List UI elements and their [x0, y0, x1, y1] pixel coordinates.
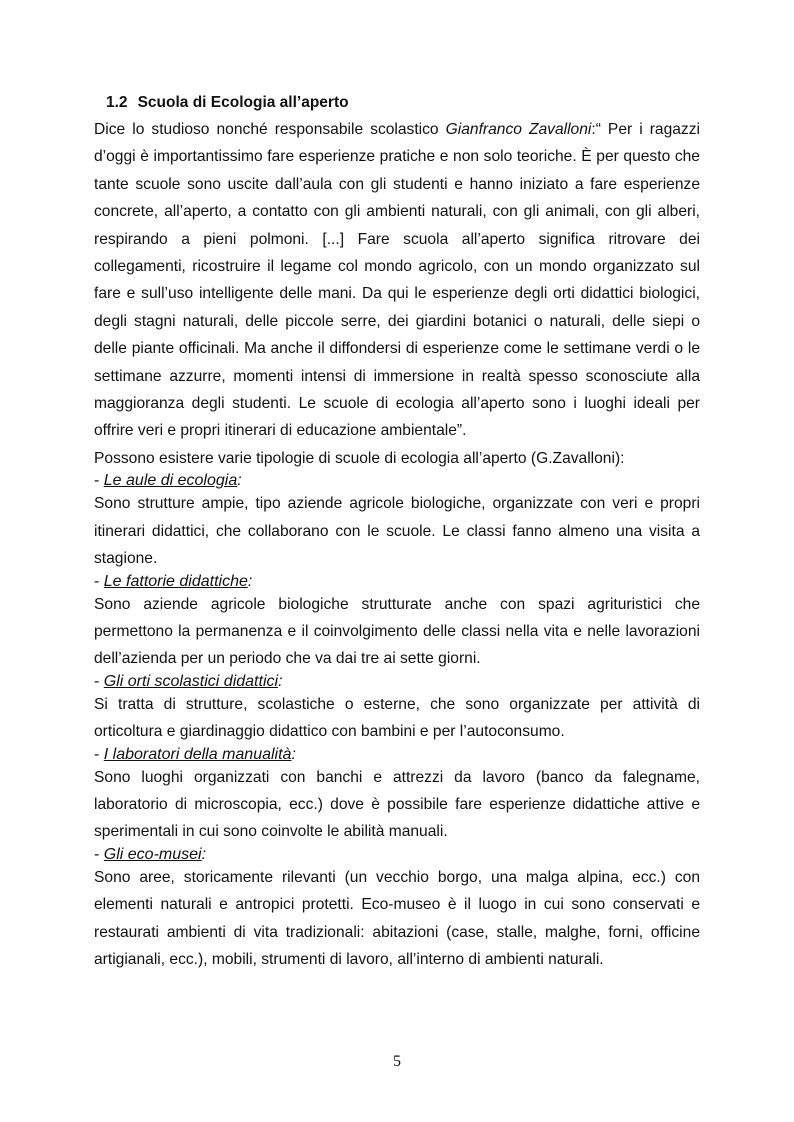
- intro-quote: :“ Per i ragazzi d’oggi è importantissimo fare esperienze pratiche e non solo teoriche. È per questo che tante scuole sono uscite dall’aula con gli studenti e hanno iniziato a fare esperienze concrete, all’aperto, a contatto con gli ambienti naturali, con gli animali, con gli alberi, respirando a pieni polmoni. [...] Fare scuola all’aperto significa ritrovare dei collegamenti, ricostruire il legame col mondo agricolo, con un mondo organizzato sul fare e sull’uso intelligente delle mani. Da qui le esperienze degli orti didattici biologici, degli stagni naturali, delle piccole serre, dei giardini botanici o naturali, delle siepi o delle piante officinali. Ma anche il diffondersi di esperienze come le settimane verdi o le settimane azzurre, momenti intensi di immersione in realtà spesso sconosciute alla maggioranza degli studenti. Le scuole di ecologia all’aperto sono i luoghi ideali per offrire veri e propri itinerari di educazione ambientale”.: [94, 121, 700, 440]
- page-body: [94, 92, 700, 973]
- intro-lead: Dice lo studioso nonché responsabile scolastico: [94, 121, 446, 138]
- type-text-laboratori: Sono luoghi organizzati con banchi e attrezzi da lavoro (banco da falegname, laboratorio di microscopia, ecc.) dove è possibile fare esperienze didattiche attive e sperimentali in cui sono coinvolte le abilità manuali.: [94, 768, 700, 841]
- intro-paragraph: [94, 116, 700, 445]
- page-number: 5: [393, 1053, 401, 1070]
- type-label-fattorie: - Le fattorie didattiche:: [94, 572, 253, 590]
- type-label-laboratori: - I laboratori della manualità:: [94, 745, 296, 763]
- section-number: 1.2: [106, 94, 128, 111]
- type-label-aule: - Le aule di ecologia:: [94, 472, 242, 490]
- type-label-ecomusei: - Gli eco-musei:: [94, 845, 207, 863]
- type-text-fattorie: Sono aziende agricole biologiche strutturate anche con spazi agrituristici che permettono la permanenza e il coinvolgimento delle classi nella vita e nelle lavorazioni dell’azienda per un periodo che va dai tre ai sette giorni.: [94, 595, 700, 668]
- type-text-orti: Si tratta di strutture, scolastiche o esterne, che sono organizzate per attività di orticoltura e giardinaggio didattico con bambini e per l’autoconsumo.: [94, 695, 700, 741]
- section-heading: [106, 92, 700, 114]
- type-text-aule: Sono strutture ampie, tipo aziende agricole biologiche, organizzate con veri e propri itinerari didattici, che collaborano con le scuole. Le classi fanno almeno una visita a stagione.: [94, 495, 700, 568]
- section-title: Scuola di Ecologia all’aperto: [137, 94, 349, 111]
- intro-author: Gianfranco Zavalloni: [445, 121, 592, 138]
- type-label-orti: - Gli orti scolastici didattici:: [94, 672, 283, 690]
- type-text-ecomusei: Sono aree, storicamente rilevanti (un vecchio borgo, una malga alpina, ecc.) con elementi naturali e antropici protetti. Eco-museo è il luogo in cui sono conservati e restaurati ambienti di vita tradizionali: abitazioni (case, stalle, malghe, forni, officine artigianali, ecc.), mobili, strumenti di lavoro, all’interno di ambienti naturali.: [94, 868, 700, 968]
- types-intro: Possono esistere varie tipologie di scuole di ecologia all’aperto (G.Zavalloni):: [94, 449, 625, 467]
